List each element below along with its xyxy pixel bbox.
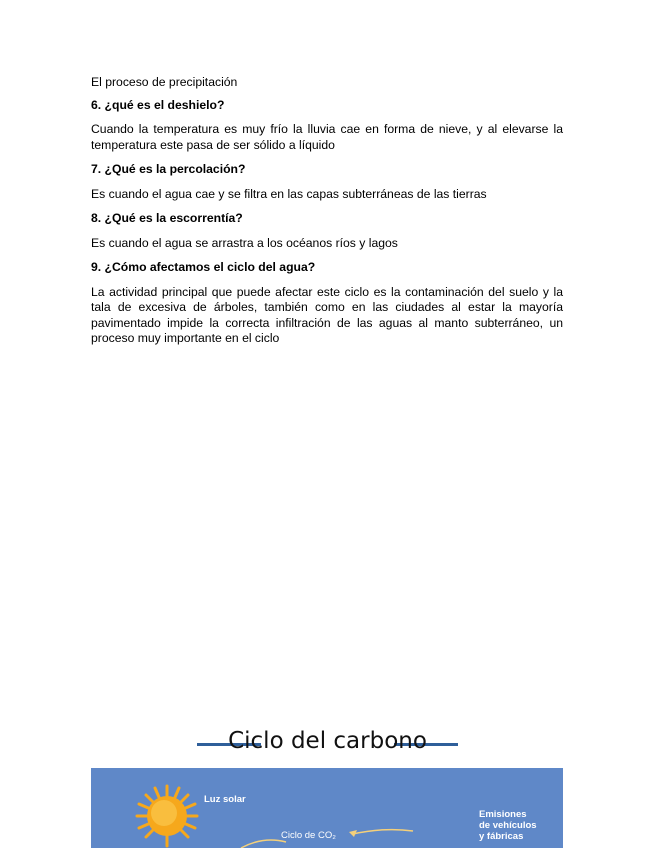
label-emissions-line3: y fábricas	[479, 831, 524, 842]
answer-8: Es cuando el agua se arrastra a los océanos ríos y lagos	[91, 235, 398, 250]
label-emissions	[479, 809, 537, 842]
question-7: 7. ¿Qué es la percolación?	[91, 162, 246, 176]
answer-7: Es cuando el agua cae y se filtra en las capas subterráneas de las tierras	[91, 186, 487, 201]
intro-line: El proceso de precipitación	[91, 75, 238, 89]
question-6: 6. ¿qué es el deshielo?	[91, 97, 225, 112]
document-body	[91, 75, 563, 347]
label-cycle: Ciclo de CO₂	[281, 830, 336, 841]
heading-text: Ciclo del carbono	[228, 728, 427, 754]
carbon-cycle-diagram	[91, 768, 563, 848]
question-8: 8. ¿Qué es la escorrentía?	[91, 211, 243, 225]
cycle-arrow-icon	[353, 830, 413, 834]
label-sun: Luz solar	[204, 794, 246, 805]
question-9: 9. ¿Cómo afectamos el ciclo del agua?	[91, 260, 316, 274]
section-heading	[0, 726, 655, 756]
answer-6: Cuando la temperatura es muy frío la lluvia cae en forma de nieve, y al elevarse la temperatura este pasa de ser sólido a líquido	[91, 122, 563, 152]
label-emissions-line2: de vehículos	[479, 820, 537, 831]
answer-9: La actividad principal que puede afectar este ciclo es la contaminación del suelo y la tala de excesiva de árboles, también como en las ciudades al estar la mayoría pavimentado impide la correcta infiltración de las aguas al manto subterráneo, un proceso muy importante en el ciclo	[91, 284, 563, 345]
sun-icon	[137, 786, 197, 846]
label-emissions-line1: Emisiones	[479, 809, 527, 820]
cycle-arc-icon	[241, 840, 286, 848]
